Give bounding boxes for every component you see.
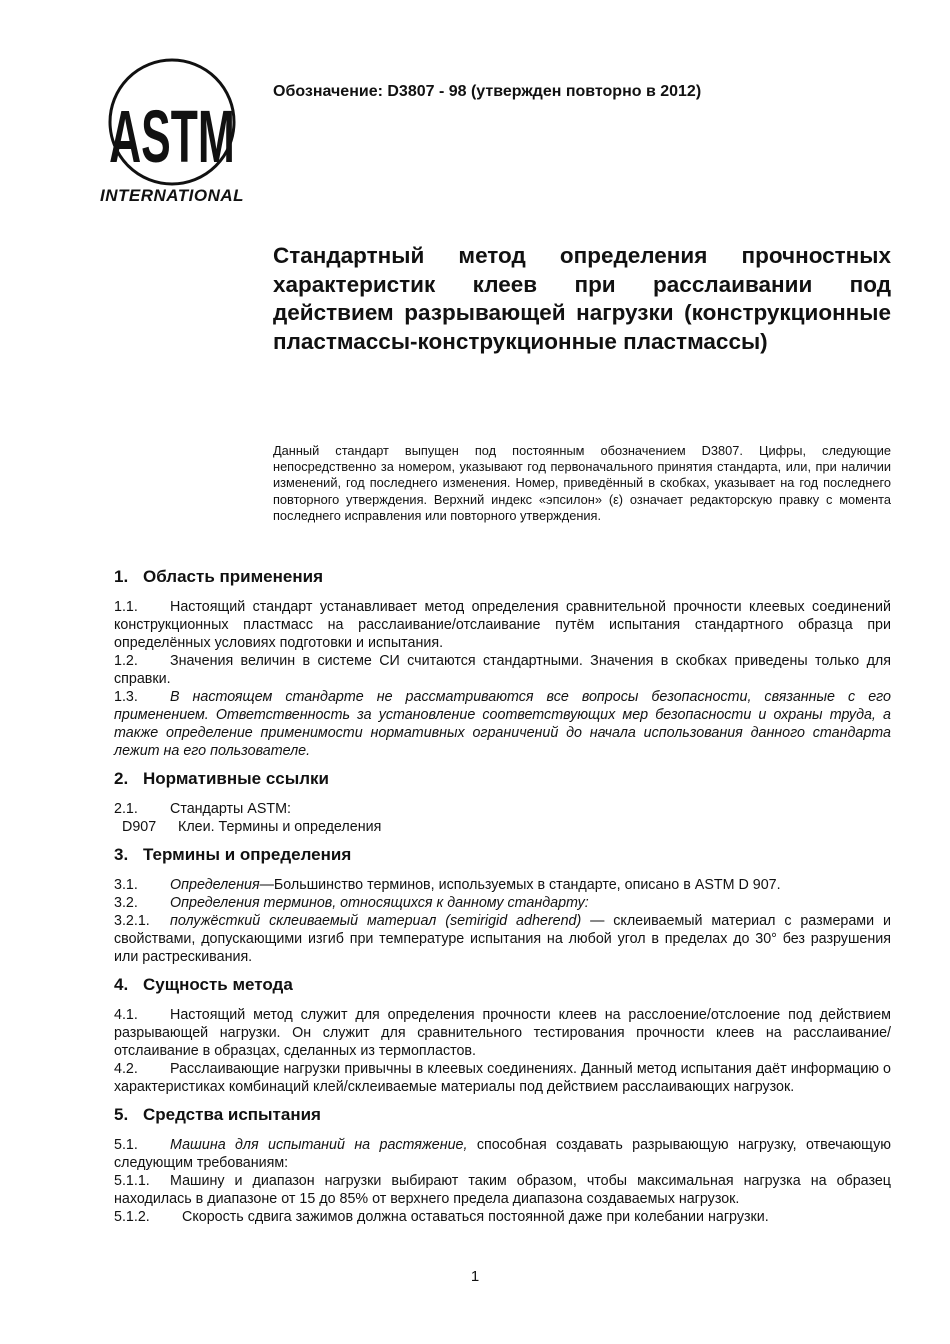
section-heading: 2. Нормативные ссылки bbox=[114, 769, 330, 788]
section-heading: 3. Термины и определения bbox=[114, 845, 352, 864]
reference-d907: D907 Клеи. Термины и определения bbox=[122, 819, 382, 835]
clause-3-2: 3.2. Определения терминов, относящихся к данному стандарту: bbox=[114, 895, 589, 911]
document-body bbox=[114, 566, 891, 1234]
document-title: Стандартный метод определения прочностных характеристик клеев при расслаивании под действием разрывающей нагрузки (конструкционные пластмассы-конструкционные пластмассы) bbox=[273, 243, 891, 354]
clause-1-1: 1.1. Настоящий стандарт устанавливает метод определения сравнительной прочности клеевых соединений конструкционных пластмасс на расслаивание/отслаивание путём испытания стандартного образца при определённых условиях подготовки и испытания. bbox=[114, 599, 891, 651]
astm-logo bbox=[88, 50, 256, 210]
clause-5-1-2: 5.1.2. Скорость сдвига зажимов должна оставаться постоянной даже при колебании нагрузки. bbox=[114, 1209, 769, 1225]
section-heading: 5. Средства испытания bbox=[114, 1105, 321, 1124]
logo-wordmark: INTERNATIONAL bbox=[99, 186, 245, 205]
section-4 bbox=[114, 974, 891, 1096]
clause-2-1: 2.1. Стандарты ASTM: bbox=[114, 801, 291, 817]
section-heading: 1. Область применения bbox=[114, 567, 324, 586]
clause-4-2: 4.2. Расслаивающие нагрузки привычны в клеевых соединениях. Данный метод испытания даёт информацию о характеристиках комбинаций клей/склеиваемые материалы под действием расслаивающих нагрузок. bbox=[114, 1061, 891, 1095]
section-1 bbox=[114, 566, 891, 760]
clause-3-2-1: 3.2.1. полужёсткий склеиваемый материал (semirigid adherend) — склеиваемый материал с размерами и свойствами, допускающими изгиб при температуре испытания на любой угол в пределах до 30° без разрушения или растрескивания. bbox=[114, 913, 891, 965]
astm-logo-mark bbox=[88, 50, 256, 186]
page-number: 1 bbox=[470, 1268, 480, 1285]
designation: Обозначение: D3807 - 98 (утвержден повторно в 2012) bbox=[273, 83, 702, 100]
clause-1-2: 1.2. Значения величин в системе СИ считаются стандартными. Значения в скобках приведены только для справки. bbox=[114, 653, 891, 687]
logo-letters: ASTM bbox=[109, 95, 235, 178]
clause-5-1-1: 5.1.1. Машину и диапазон нагрузки выбирают таким образом, чтобы максимальная нагрузка на образец находилась в диапазоне от 15 до 85% от верхнего предела диапазона создаваемых нагрузок. bbox=[114, 1173, 891, 1207]
clause-1-3: 1.3. В настоящем стандарте не рассматриваются все вопросы безопасности, связанные с его применением. Ответственность за установление соответствующих мер безопасности и охраны труда, а также определение применимости нормативных ограничений до начала использования данного стандарта лежит на его пользователе. bbox=[114, 689, 891, 759]
clause-3-1: 3.1. Определения—Большинство терминов, используемых в стандарте, описано в ASTM D 907. bbox=[114, 877, 781, 893]
section-3 bbox=[114, 844, 891, 966]
section-heading: 4. Сущность метода bbox=[114, 975, 293, 994]
section-5 bbox=[114, 1104, 891, 1226]
section-2 bbox=[114, 768, 891, 836]
clause-4-1: 4.1. Настоящий метод служит для определения прочности клеев на расслоение/отслоение под действием разрывающей нагрузки. Он служит для сравнительного тестирования прочности клеев на расслаивание/отслаивание в образцах, сделанных из термопластов. bbox=[114, 1007, 891, 1059]
clause-5-1: 5.1. Машина для испытаний на растяжение, способная создавать разрывающую нагрузку, отвечающую следующим требованиям: bbox=[114, 1137, 891, 1171]
designation-note: Данный стандарт выпущен под постоянным обозначением D3807. Цифры, следующие непосредственно за номером, указывают год первоначального принятия стандарта, или, при наличии изменений, год последнего изменения. Номер, приведённый в скобках, указывает на год последнего повторного утверждения. Верхний индекс «эпсилон» (ε) означает редакторскую правку с момента последнего исправления или повторного утверждения. bbox=[273, 443, 891, 523]
